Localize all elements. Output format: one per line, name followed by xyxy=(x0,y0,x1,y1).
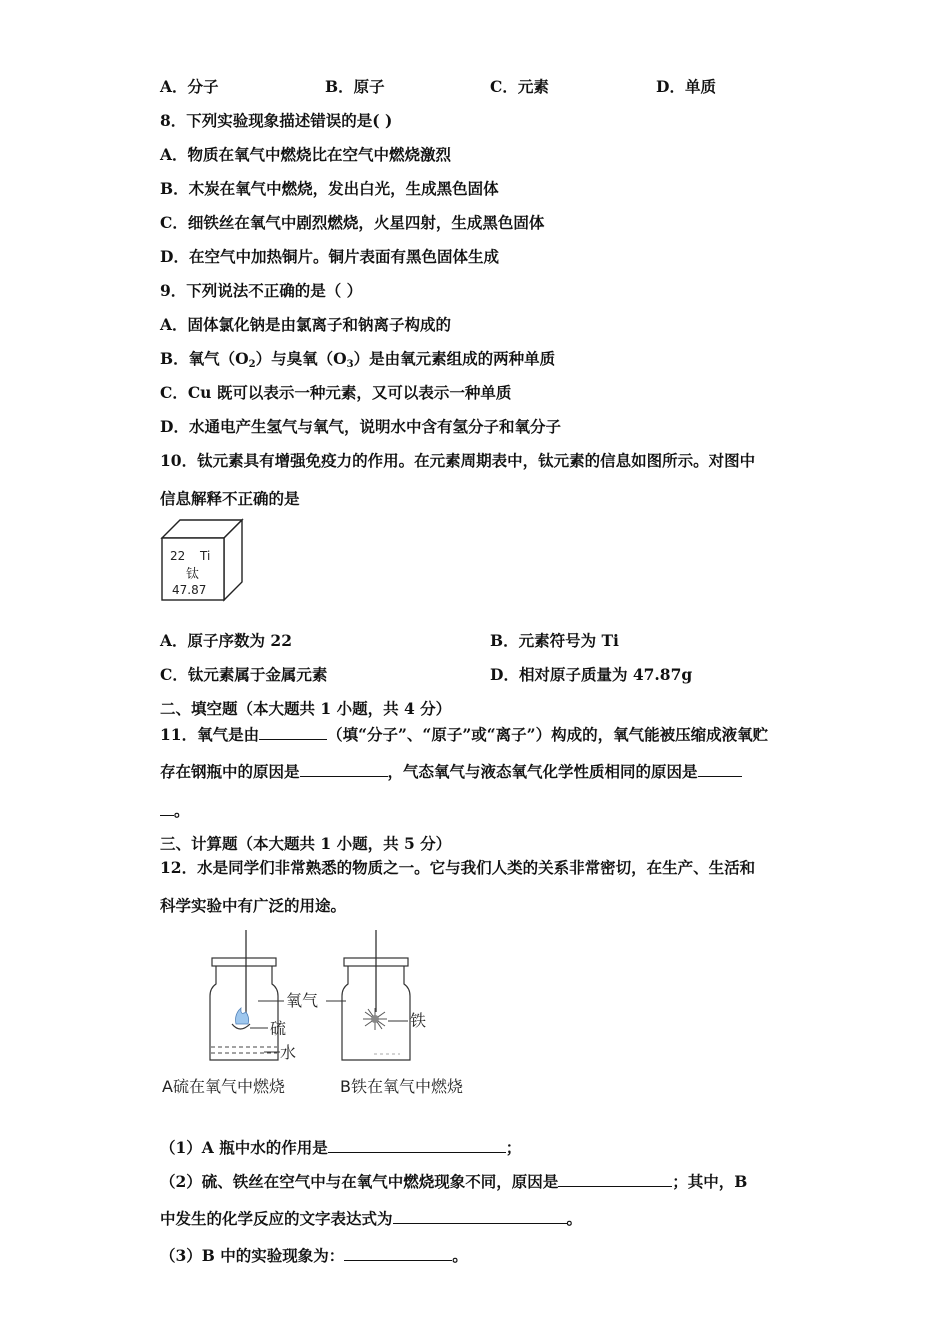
q8-option-d: D．在空气中加热铜片。铜片表面有黑色固体生成 xyxy=(160,247,499,266)
q12-stem-line2: 科学实验中有广泛的用途。 xyxy=(160,896,347,915)
q12-sub1: （1）A 瓶中水的作用是 ； xyxy=(160,1138,522,1157)
q12-blank-3 xyxy=(393,1209,567,1224)
q12-sub3: （3）B 中的实验现象为： 。 xyxy=(160,1246,468,1265)
bottle-a xyxy=(210,930,287,1060)
sulfur-flame-icon xyxy=(236,1008,249,1024)
caption-b: B铁在氧气中燃烧 xyxy=(340,1077,463,1096)
q11-blank-2 xyxy=(300,762,388,777)
q12-blank-2 xyxy=(558,1172,672,1187)
label-oxygen: 氧气 xyxy=(286,991,319,1010)
q12-stem-line1: 12．水是同学们非常熟悉的物质之一。它与我们人类的关系非常密切，在生产、生活和 xyxy=(160,858,756,877)
section-2-title: 二、填空题（本大题共 1 小题，共 4 分） xyxy=(160,699,452,718)
q11-line2: 存在钢瓶中的原因是 ，气态氧气与液态氧气化学性质相同的原因是 xyxy=(160,762,742,782)
q9-stem: 9．下列说法不正确的是（ ） xyxy=(160,281,363,300)
q9-option-c: C．Cu 既可以表示一种元素，又可以表示一种单质 xyxy=(160,383,512,402)
q7-option-b: B．原子 xyxy=(325,77,385,96)
q10-option-d: D．相对原子质量为 47.87g xyxy=(490,665,693,684)
q12-blank-4 xyxy=(344,1246,452,1261)
caption-a: A硫在氧气中燃烧 xyxy=(162,1077,285,1096)
q11-line3: 。 xyxy=(160,801,190,821)
q10-option-b: B．元素符号为 Ti xyxy=(490,631,619,650)
q8-option-b: B．木炭在氧气中燃烧，发出白光，生成黑色固体 xyxy=(160,179,499,198)
section-3-title: 三、计算题（本大题共 1 小题，共 5 分） xyxy=(160,834,452,853)
q9-option-d: D．水通电产生氢气与氧气，说明水中含有氢分子和氧分子 xyxy=(160,417,561,436)
label-iron: 铁 xyxy=(410,1011,427,1030)
element-number: 22 xyxy=(170,549,186,563)
q9-option-a: A．固体氯化钠是由氯离子和钠离子构成的 xyxy=(160,315,452,334)
element-symbol: Ti xyxy=(200,549,211,563)
q10-stem-line1: 10．钛元素具有增强免疫力的作用。在元素周期表中，钛元素的信息如图所示。对图中 xyxy=(160,451,756,470)
q10-option-a: A．原子序数为 22 xyxy=(160,631,292,650)
q11-line1: 11．氧气是由 （填“分子”、“原子”或“离子”）构成的，氧气能被压缩成液氧贮 xyxy=(160,725,769,744)
q10-option-c: C．钛元素属于金属元素 xyxy=(160,665,328,684)
label-water: 水 xyxy=(280,1043,297,1062)
q12-blank-1 xyxy=(328,1138,506,1153)
bottle-b xyxy=(342,930,410,1060)
q11-blank-3-cont xyxy=(160,801,174,816)
q7-option-c: C．元素 xyxy=(490,77,549,96)
q11-blank-3 xyxy=(698,762,742,777)
q8-stem: 8．下列实验现象描述错误的是( ) xyxy=(160,111,393,130)
titanium-element-card xyxy=(160,518,246,604)
q7-option-d: D．单质 xyxy=(656,77,716,96)
q10-stem-line2: 信息解释不正确的是 xyxy=(160,489,300,508)
label-sulfur: 硫 xyxy=(270,1019,287,1038)
q8-option-a: A．物质在氧气中燃烧比在空气中燃烧激烈 xyxy=(160,145,452,164)
q11-blank-1 xyxy=(259,725,327,740)
q7-option-a: A．分子 xyxy=(160,77,219,96)
element-name: 钛 xyxy=(186,567,200,582)
q8-option-c: C．细铁丝在氧气中剧烈燃烧，火星四射，生成黑色固体 xyxy=(160,213,545,232)
q9-option-b: B．氧气$(O_2)$与臭氧$(O_3)$是由氧元素组成的两种单质 xyxy=(160,349,556,370)
element-mass: 47.87 xyxy=(172,583,207,597)
q12-sub2-line2: 中发生的化学反应的文字表达式为 。 xyxy=(160,1209,583,1228)
combustion-experiment-figure xyxy=(160,926,490,1104)
q12-sub2-line1: （2）硫、铁丝在空气中与在氧气中燃烧现象不同，原因是 ；其中，B xyxy=(160,1172,748,1191)
